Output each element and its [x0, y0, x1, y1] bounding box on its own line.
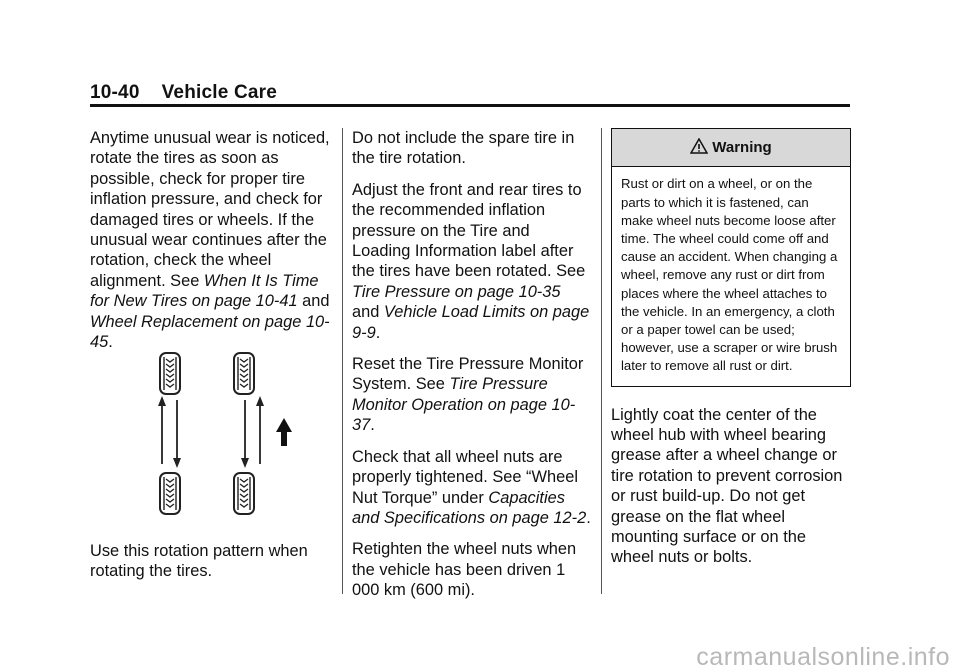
tire-rear-left-icon	[160, 473, 180, 514]
link-capacities-specs[interactable]: Capacities and Specifications on page 12-2	[352, 488, 587, 527]
text: Check that all wheel nuts are properly tightened. See “Wheel Nut Torque” under	[352, 447, 578, 507]
text: .	[370, 416, 375, 435]
link-tire-pressure[interactable]: Tire Pressure on page 10-35	[352, 282, 561, 301]
column-2	[352, 128, 592, 612]
paragraph-reset-tpms	[352, 354, 592, 436]
diagram-caption: Use this rotation pattern when rotating the tires.	[90, 542, 308, 581]
section-title: Vehicle Care	[161, 82, 278, 103]
text: Reset the Tire Pressure Monitor System. See	[352, 355, 584, 394]
watermark: carmanualsonline.info	[696, 643, 950, 671]
link-wheel-replacement[interactable]: Wheel Replacement on page 10-45	[90, 312, 330, 352]
paragraph-spare-tire: Do not include the spare tire in the tire rotation.	[352, 129, 575, 168]
link-new-tires[interactable]: When It Is Time for New Tires on page 10-41	[90, 271, 319, 311]
text: and	[297, 292, 330, 311]
link-vehicle-load-limits[interactable]: Vehicle Load Limits on page 9-9	[352, 303, 590, 342]
column-3	[611, 128, 851, 579]
tire-rotation-diagram	[148, 348, 308, 518]
column-divider-1	[342, 128, 343, 594]
arrow-down-right-icon	[241, 400, 249, 468]
paragraph-rotation-intro	[90, 128, 332, 352]
text: and	[352, 303, 384, 322]
paragraph-retighten: Retighten the wheel nuts when the vehicle has been driven 1 000 km (600 mi).	[352, 540, 577, 600]
warning-header	[612, 129, 850, 167]
header-rule	[90, 104, 850, 107]
text: Anytime unusual wear is noticed, rotate the tires as soon as possible, check for proper tire inflation pressure, and check for damaged tires or wheels. If the unusual wear continues after the rotation, check the wheel alignment. See	[90, 129, 330, 290]
warning-text: Rust or dirt on a wheel, or on the parts to which it is fastened, can make wheel nuts become loose after time. The wheel could come off and cause an accident. When changing a wheel, remove any rust or dirt from places where the wheel attaches to the vehicle. In an emergency, a cloth or a paper towel can be used; however, use a scraper or wire brush later to remove all rust or dirt.	[621, 176, 838, 374]
link-tpms-operation[interactable]: Tire Pressure Monitor Operation on page 10-37	[352, 375, 576, 435]
tire-front-left-icon	[160, 353, 180, 394]
page-header	[90, 82, 277, 104]
warning-box	[611, 128, 851, 387]
warning-triangle-icon	[690, 138, 708, 154]
page-number: 10-40	[90, 82, 140, 103]
text: .	[108, 333, 113, 352]
text: .	[586, 508, 591, 527]
paragraph-check-nuts	[352, 447, 592, 529]
paragraph-adjust-pressure	[352, 180, 592, 343]
text: .	[375, 323, 381, 342]
tire-rear-right-icon	[234, 473, 254, 514]
paragraph-grease: Lightly coat the center of the wheel hub with wheel bearing grease after a wheel change or tire rotation to prevent corrosion or rust build-up. Do not get grease on the flat wheel mounting surface or on the wheel nuts or bolts.	[611, 405, 843, 567]
tire-front-right-icon	[234, 353, 254, 394]
arrow-up-right-icon	[256, 396, 264, 464]
warning-title: Warning	[712, 139, 772, 156]
arrow-up-left-icon	[158, 396, 166, 464]
column-divider-2	[601, 128, 602, 594]
text: Adjust the front and rear tires to the recommended inflation pressure on the Tire and Loading Information label after the tires have been rotated. See	[352, 180, 586, 281]
vehicle-front-arrow-icon	[276, 418, 292, 446]
arrow-down-left-icon	[173, 400, 181, 468]
